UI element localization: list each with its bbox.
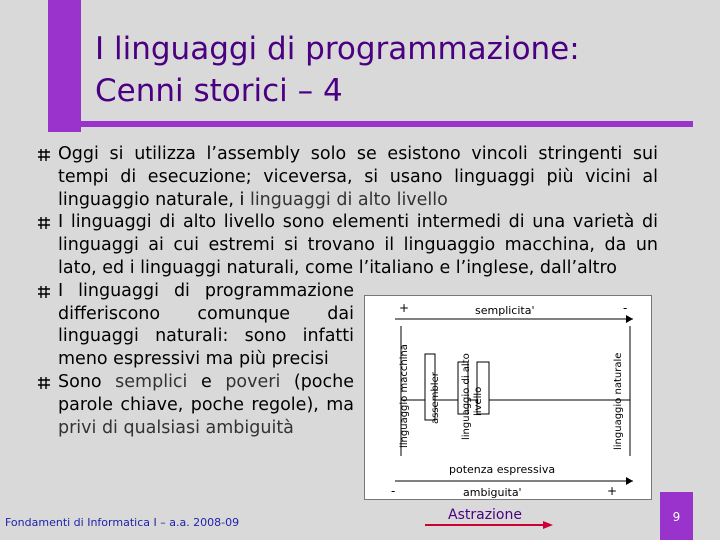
title-line-1: I linguaggi di programmazione: bbox=[95, 31, 580, 67]
bullet-item-1 bbox=[38, 143, 658, 211]
bullet-4-highlight-b: poveri bbox=[225, 371, 281, 392]
bullet-2-text: I linguaggi di alto livello sono elementi intermedi di una varietà di linguaggi ai cui estremi si trovano il linguaggio macchina, da un lato, ed i linguaggi naturali, come l’italiano e l’inglese, dall’altro bbox=[58, 212, 658, 278]
hash-bullet-icon bbox=[38, 377, 50, 389]
accent-bar-vertical bbox=[48, 0, 81, 132]
hash-bullet-icon bbox=[38, 217, 50, 229]
title-line-2: Cenni storici – 4 bbox=[95, 73, 343, 109]
bullet-3-text: I linguaggi di programmazione differiscono comunque dai linguaggi naturali: sono infatti meno espressivi ma più precisi bbox=[58, 280, 354, 370]
bullet-4-text-a: Sono bbox=[58, 371, 116, 392]
bullet-item-3 bbox=[38, 280, 354, 371]
bullet-4-highlight-c: privi di qualsiasi ambiguità bbox=[58, 417, 294, 438]
bullet-4-highlight-a: semplici bbox=[115, 371, 188, 392]
slide-title bbox=[95, 28, 580, 112]
diagram-bottom-plus: + bbox=[607, 484, 618, 498]
diagram-mid-label: potenza espressiva bbox=[449, 463, 556, 476]
bullet-item-4 bbox=[38, 371, 354, 439]
accent-bar-horizontal bbox=[48, 121, 693, 127]
bullet-4-text-c: (poche parole chiave, poche regole), ma bbox=[58, 371, 354, 415]
astrazione-arrow-icon bbox=[425, 520, 555, 530]
diagram-top-label: semplicita' bbox=[475, 304, 535, 317]
top-arrow-head bbox=[626, 315, 633, 323]
hash-bullet-icon bbox=[38, 286, 50, 298]
label-linguaggio-alto: linguaggio di alto bbox=[461, 353, 472, 440]
bullet-1-highlight: linguaggi di alto livello bbox=[249, 189, 448, 210]
language-spectrum-diagram bbox=[364, 295, 652, 500]
bullet-1-text: Oggi si utilizza l’assembly solo se esistono vincoli stringenti sui tempi di esecuzione; viceversa, si usano linguaggi più vicini al linguaggio naturale, i bbox=[58, 144, 658, 210]
label-assembler: assembler bbox=[430, 372, 441, 424]
bullet-item-2 bbox=[38, 211, 658, 279]
diagram-top-plus: + bbox=[399, 301, 410, 315]
page-number: 9 bbox=[672, 510, 681, 524]
label-linguaggio-macchina: linguaggio macchina bbox=[399, 344, 410, 448]
diagram-bottom-label: ambiguita' bbox=[463, 486, 522, 499]
bottom-arrow-head bbox=[626, 477, 633, 485]
page-number-box bbox=[660, 492, 693, 540]
diagram-bottom-minus: - bbox=[391, 484, 396, 498]
diagram-top-minus: - bbox=[623, 301, 628, 315]
label-linguaggio-naturale: linguaggio naturale bbox=[613, 352, 624, 450]
label-livello: livello bbox=[473, 386, 484, 416]
bullet-4-text-b: e bbox=[187, 371, 226, 392]
diagram-svg bbox=[365, 296, 651, 499]
footer-text: Fondamenti di Informatica I – a.a. 2008-09 bbox=[5, 516, 240, 529]
astrazione-label: Astrazione bbox=[448, 507, 522, 523]
hash-bullet-icon bbox=[38, 149, 50, 161]
